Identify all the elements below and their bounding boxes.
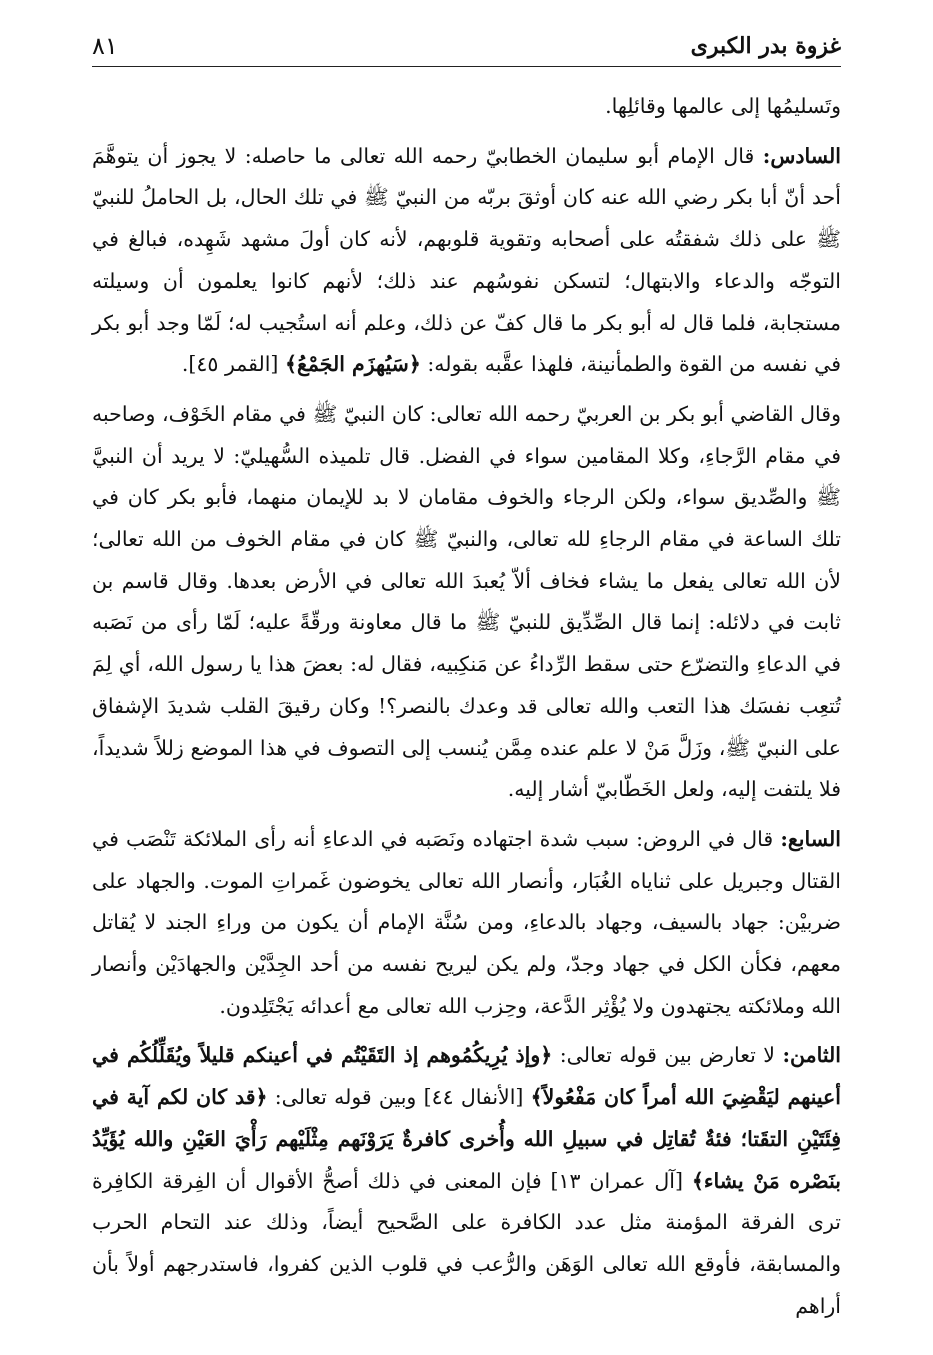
paragraph-sixth — [92, 136, 841, 386]
paragraph-lead: الثامن: — [782, 1043, 841, 1068]
paragraph-text: وقال القاضي أبو بكر بن العربيّ رحمه الله تعالى: كان النبيّ ﷺ في مقام الخَوْف، وصاحبه في مقام الرَّجاءِ، وكلا المقامين سواء في الفضل. قال تلميذه السُّهيليّ: لا يريد أن النبيَّ ﷺ والصِّديق سواء، ولكن الرجاء والخوف مقامان لا بد للإيمان منهما، فأبو بكر كان في تلك الساعة في مقام الرجاءِ لله تعالى، والنبيّ ﷺ كان في مقام الخوف من الله تعالى؛ لأن الله تعالى يفعل ما يشاء فخاف ألاّ يُعبدَ الله تعالى في الأرض بعدها. وقال قاسم بن ثابت في دلائله: إنما قال الصِّدِّيق للنبيّ ﷺ ما قال معاونة ورقّةً عليه؛ لَمّا رأى من نَصَبه في الدعاءِ والتضرّع حتى سقط الرِّداءُ عن مَنكِبيه، فقال له: بعضَ هذا يا رسول الله، أي لِمَ تُتعِب نفسَك هذا التعب والله تعالى قد وعدك بالنصر؟! وكان رقيقَ القلب شديدَ الإشفاق على النبيّ ﷺ، وزَلَّ مَنْ لا علم عنده مِمَّن يُنسب إلى التصوف في هذا الموضع زللاً شديداً، فلا يلتفت إليه، ولعل الخَطّابيّ أشار إليه. — [92, 401, 841, 802]
verse-citation: [القمر ٤٥]. — [181, 352, 285, 377]
paragraph-eighth — [92, 1035, 841, 1327]
paragraph-lead: السابع: — [780, 826, 841, 851]
quran-verse: ﴿سَيُهزَم الجَمْعُ﴾ — [284, 352, 421, 377]
body-text — [92, 86, 841, 1327]
paragraph-ibn-arabi — [92, 394, 841, 811]
paragraph-text: قال في الروض: سبب شدة اجتهاده ونَصَبه في الدعاءِ أنه رأى الملائكة تَنْصَب في القتال وجبريل على ثناياه الغُبَار، وأنصار الله تعالى يخوضون غَمراتِ الموت. والجهاد على ضربيْن: جهاد بالسيف، وجهاد بالدعاءِ، ومن سُنَّة الإمام أن يكون من وراءِ الجند لا يُقاتل معهم، فكأن الكل في جهاد وجدّ، ولم يكن ليريح نفسه من أحد الجِدَّيْن والجهادَيْن وأنصار الله وملائكته يجتهدون ولا يُؤْثِر الدَّعة، وحِزب الله تعالى مع أعدائه يَجْتَلِدون. — [92, 826, 841, 1018]
quran-verse: ﴿وإذ يُرِيكُمُوهم إذ التَقَيْتُم في أعينكم قليلاً ويُقَلِّلُكُم في أعينهم ليَقْضِيَ الله أمراً كان مَفْعُولاً﴾ — [92, 1043, 841, 1110]
running-title: غزوة بدر الكبرى — [690, 33, 841, 59]
paragraph-continuation: [آل عمران ١٣] فإن المعنى في ذلك أصحُّ الأقوال أن الفِرقة الكافِرة ترى الفرقة المؤمنة مثل عدد الكافرة على الصَّحيح أيضاً، وذلك عند التحام الحرب والمسابقة، فأوقع الله تعالى الوَهَن والرُّعب في قلوب الذين كفروا، فاستدرجهم أولاً بأن أراهم — [92, 1168, 841, 1318]
verse-citation: [الأنفال ٤٤] وبين قوله تعالى: — [267, 1085, 531, 1110]
paragraph-text: وتَسليمُها إلى عالمها وقائلِها. — [605, 94, 841, 118]
paragraph-text: قال الإمام أبو سليمان الخطابيّ رحمه الله تعالى ما حاصله: لا يجوز أن يتوهَّمَ أحد أنّ أبا بكر رضي الله عنه كان أوثقَ بربّه من النبيّ ﷺ في تلك الحال، بل الحاملُ للنبيّ ﷺ على ذلك شفقتُه على أصحابه وتقوية قلوبهم، لأنه كان أولَ مشهد شَهِده، فبالغ في التوجّه والدعاء والابتهال؛ لتسكن نفوسُهم عند ذلك؛ لأنهم كانوا يعلمون أن وسيلته مستجابة، فلما قال له أبو بكر ما قال كفّ عن ذلك، وعلم أنه استُجيب له؛ لَمّا وجد أبو بكر في نفسه من القوة والطمأنينة، فلهذا عقَّبه بقوله: — [92, 143, 841, 377]
page-number: ٨١ — [92, 32, 118, 60]
page-header — [92, 26, 841, 67]
paragraph-intro — [92, 86, 841, 128]
paragraph-seventh — [92, 819, 841, 1028]
paragraph-text: لا تعارض بين قوله تعالى: — [552, 1043, 783, 1068]
quran-verse-second: ﴿قد كان لكم آية في فِئَتَيْنِ التقَتا؛ فئةٌ تُقاتِل في سبيلِ الله وأُخرى كافرةٌ يَرَوْنَهم مِثْلَيْهم رَأْيَ العَيْنِ والله يُؤَيِّدُ بنَصْره مَنْ يشاء﴾ — [92, 1085, 841, 1193]
paragraph-lead: السادس: — [762, 143, 841, 168]
